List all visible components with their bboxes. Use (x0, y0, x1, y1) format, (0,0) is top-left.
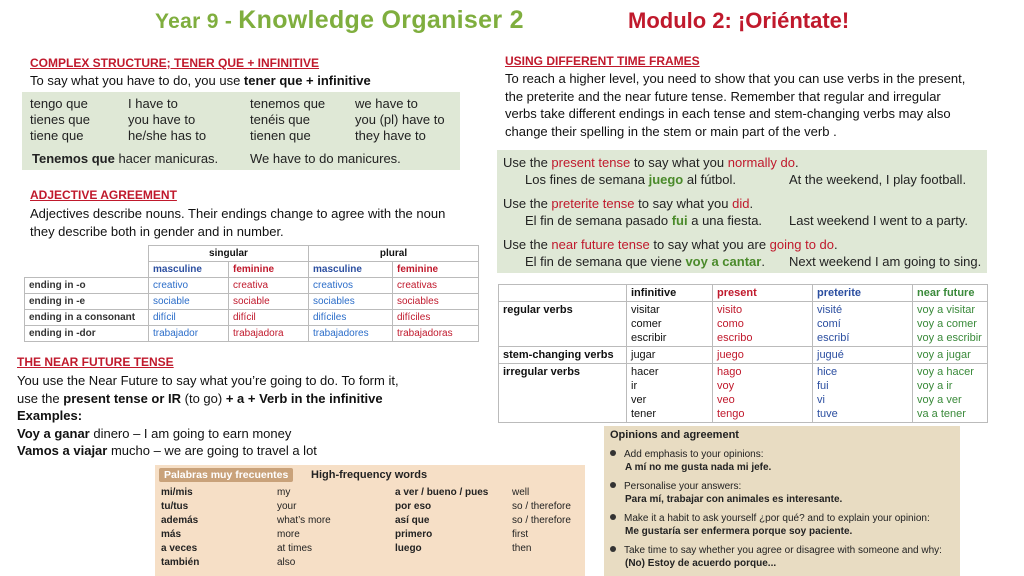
adj-cell: sociables (309, 294, 393, 310)
opinion-example: (No) Estoy de acuerdo porque... (625, 558, 777, 569)
verbs-header: present (713, 285, 813, 302)
adj-cell: sociable (149, 294, 229, 310)
adj-cell: sociable (229, 294, 309, 310)
adj-group-singular: singular (149, 246, 309, 262)
tf-future-rule (503, 237, 838, 252)
hf-meaning: my (277, 487, 291, 498)
tener-cell: tiene que (30, 128, 84, 143)
tf-text: Use the (503, 155, 552, 170)
nf-line2-b: present tense or IR (63, 390, 182, 406)
module-title: Modulo 2: ¡Oriéntate! (628, 8, 850, 33)
adj-col-header: feminine (393, 262, 479, 278)
adj-row-label: ending in a consonant (25, 310, 149, 326)
tf-verb: voy a cantar (685, 254, 762, 269)
verbs-cell: visité comí escribí (813, 302, 913, 347)
tf-verb: fui (671, 213, 688, 228)
verbs-row-label: irregular verbs (499, 364, 627, 423)
adj-cell: creativos (309, 278, 393, 294)
adj-cell: difícil (229, 310, 309, 326)
bullet-icon (610, 450, 616, 456)
opinion-text: Take time to say whether you agree or disagree with someone and why: (624, 545, 942, 556)
verbs-cell: voy a visitar voy a comer voy a escribir (913, 302, 988, 347)
hf-title-es: Palabras muy frecuentes (159, 468, 293, 482)
hf-meaning: well (512, 487, 530, 498)
opinion-example: A mí no me gusta nada mi jefe. (625, 462, 772, 473)
opinion-text: Make it a habit to ask yourself ¿por qué? and to explain your opinion: (624, 513, 930, 524)
hf-header (155, 465, 585, 485)
tf-text: Use the (503, 196, 552, 211)
hf-meaning: first (512, 529, 529, 540)
tf-highlight: present tense (551, 155, 631, 170)
tener-cell: they have to (355, 128, 426, 143)
adj-cell: trabajadora (229, 326, 309, 342)
tener-conjugation-box (22, 92, 460, 170)
tf-highlight: going to do (769, 237, 835, 252)
near-future-line2 (17, 390, 487, 408)
adj-col-header: masculine (149, 262, 229, 278)
tener-cell: tienes que (30, 112, 90, 127)
tf-highlight: normally do (727, 155, 795, 170)
opinion-item (610, 544, 942, 570)
hf-meaning: what’s more (277, 515, 331, 526)
tener-intro (30, 72, 371, 90)
tener-example-rest: hacer manicuras. (114, 151, 219, 166)
tf-text: to say what you are (649, 237, 770, 252)
tener-intro-text: To say what you have to do, you use (30, 73, 244, 88)
hf-word: por eso (395, 501, 432, 512)
verbs-cell: visito como escribo (713, 302, 813, 347)
bullet-icon (610, 546, 616, 552)
time-frames-text: To reach a higher level, you need to show that you can use verbs in the present, the preterite and the near future tense. Remember that regular and irregular verbs take different endings in each tense and stem-changing verbs may also change their spelling in the stem or main part of the verb . (505, 71, 966, 139)
verbs-table (498, 284, 988, 423)
adjective-heading: ADJECTIVE AGREEMENT (30, 188, 177, 202)
adj-col-header: masculine (309, 262, 393, 278)
hf-meaning: so / therefore (512, 515, 571, 526)
hf-title-en: High-frequency words (311, 469, 428, 481)
adjective-table (24, 245, 479, 342)
hf-meaning: your (277, 501, 297, 512)
adj-cell: creativas (393, 278, 479, 294)
tener-intro-bold: tener que + infinitive (243, 73, 371, 88)
adj-cell: difícil (149, 310, 229, 326)
hf-word: así que (395, 515, 430, 526)
tf-text: Use the (503, 237, 552, 252)
adj-cell: difíciles (393, 310, 479, 326)
tf-preterite-rule (503, 196, 753, 211)
adj-group-plural: plural (309, 246, 479, 262)
tf-future-example (525, 254, 765, 269)
near-future-heading: THE NEAR FUTURE TENSE (17, 355, 174, 369)
verbs-cell: juego (713, 347, 813, 364)
bullet-icon (610, 482, 616, 488)
nf-ex2-rest: mucho – we are going to travel a lot (107, 443, 317, 458)
verbs-row-label: regular verbs (499, 302, 627, 347)
adj-cell: creativo (149, 278, 229, 294)
opinion-item (610, 448, 771, 474)
tf-present-example (525, 172, 736, 187)
opinions-title: Opinions and agreement (610, 429, 739, 441)
tener-cell: you have to (128, 112, 196, 127)
verbs-cell: hice fui vi tuve (813, 364, 913, 423)
tener-cell: he/she has to (128, 128, 207, 143)
hf-word: luego (395, 543, 422, 554)
hf-meaning: more (277, 529, 300, 540)
hf-word: también (161, 557, 200, 568)
hf-meaning: then (512, 543, 532, 554)
nf-line2-c: (to go) (181, 390, 226, 406)
verbs-row-label: stem-changing verbs (499, 347, 627, 364)
adj-cell: trabajadores (309, 326, 393, 342)
hf-meaning: so / therefore (512, 501, 571, 512)
verbs-cell: visitar comer escribir (627, 302, 713, 347)
tener-example-bold: Tenemos que (32, 151, 115, 166)
opinion-example: Para mí, trabajar con animales es interesante. (625, 494, 843, 505)
tf-present-en: At the weekend, I play football. (789, 172, 967, 187)
verbs-cell: voy a hacer voy a ir voy a ver va a tener (913, 364, 988, 423)
adj-cell: sociables (393, 294, 479, 310)
verbs-corner (499, 285, 627, 302)
hf-meaning: at times (277, 543, 313, 554)
adj-cell: creativa (229, 278, 309, 294)
nf-line2-a: use the (17, 390, 64, 406)
verbs-header: preterite (813, 285, 913, 302)
tener-cell: you (pl) have to (355, 112, 445, 127)
tener-cell: tenéis que (250, 112, 310, 127)
high-frequency-box (155, 465, 585, 576)
opinion-text: Personalise your answers: (624, 481, 742, 492)
tener-cell: tienen que (250, 128, 311, 143)
opinions-box (604, 426, 960, 576)
hf-word: primero (395, 529, 433, 540)
nf-examples-label: Examples: (17, 408, 83, 423)
tf-text: El fin de semana que viene (525, 254, 686, 269)
tener-cell: I have to (128, 96, 178, 111)
verbs-cell: hago voy veo tengo (713, 364, 813, 423)
page-title (155, 6, 524, 35)
nf-ex2-bold: Vamos a viajar (17, 443, 108, 458)
nf-example-2 (17, 442, 487, 460)
title-year: Year 9 - (155, 10, 239, 33)
tf-present-rule (503, 155, 799, 170)
adj-cell: trabajador (149, 326, 229, 342)
adj-row-label: ending in -dor (25, 326, 149, 342)
adj-cell: difíciles (309, 310, 393, 326)
nf-line2-d: + a + Verb in the infinitive (225, 390, 383, 406)
tf-highlight: preterite tense (551, 196, 635, 211)
adj-row-label: ending in -o (25, 278, 149, 294)
verbs-header: near future (913, 285, 988, 302)
hf-meaning: also (277, 557, 296, 568)
near-future-text (17, 372, 487, 460)
tf-text: to say what you (634, 196, 733, 211)
bullet-icon (610, 514, 616, 520)
tf-text: to say what you (630, 155, 728, 170)
tf-text: El fin de semana pasado (525, 213, 672, 228)
time-frames-box (497, 150, 987, 273)
opinion-item (610, 512, 930, 538)
tf-text: Los fines de semana (525, 172, 649, 187)
adjective-text: Adjectives describe nouns. Their endings change to agree with the noun they describe both in gender and in number. (30, 206, 446, 239)
opinion-example: Me gustaría ser enfermera porque soy paciente. (625, 526, 853, 537)
hf-word: mi/mis (161, 487, 193, 498)
tf-text: . (834, 237, 838, 252)
hf-word: más (161, 529, 182, 540)
nf-example-1 (17, 425, 487, 443)
tener-heading: COMPLEX STRUCTURE; TENER QUE + INFINITIVE (30, 56, 320, 70)
tener-cell: we have to (355, 96, 418, 111)
hf-word: tu/tus (161, 501, 189, 512)
verbs-cell: hacer ir ver tener (627, 364, 713, 423)
adj-blank (25, 246, 149, 262)
hf-word: además (161, 515, 199, 526)
nf-ex1-rest: dinero – I am going to earn money (89, 425, 292, 441)
time-frames-heading: USING DIFFERENT TIME FRAMES (505, 54, 700, 68)
nf-ex1-bold: Voy a ganar (17, 425, 90, 441)
tf-highlight: near future tense (551, 237, 650, 252)
opinion-item (610, 480, 842, 506)
title-organiser: Knowledge Organiser 2 (238, 6, 524, 34)
tf-verb: juego (648, 172, 684, 187)
verbs-cell: voy a jugar (913, 347, 988, 364)
tener-example-en: We have to do manicures. (250, 151, 401, 166)
verbs-cell: jugar (627, 347, 713, 364)
tf-future-en: Next weekend I am going to sing. (789, 254, 982, 269)
adj-row-label: ending in -e (25, 294, 149, 310)
tener-cell: tengo que (30, 96, 88, 111)
tf-preterite-en: Last weekend I went to a party. (789, 213, 968, 228)
adj-col-header: feminine (229, 262, 309, 278)
tf-text: a una fiesta. (687, 213, 763, 228)
tf-text: al fútbol. (683, 172, 737, 187)
hf-word: a ver / bueno / pues (395, 487, 489, 498)
tf-text: . (749, 196, 754, 211)
tener-cell: tenemos que (250, 96, 326, 111)
tener-example (32, 151, 218, 166)
adj-cell: trabajadoras (393, 326, 479, 342)
adj-blank (25, 262, 149, 278)
near-future-line1: You use the Near Future to say what you’re going to do. To form it, (17, 373, 399, 388)
tf-highlight: did (732, 196, 750, 211)
tf-preterite-example (525, 213, 762, 228)
verbs-header: infinitive (627, 285, 713, 302)
hf-word: a veces (161, 543, 198, 554)
tf-text: . (794, 155, 799, 170)
tf-text: . (761, 254, 765, 269)
opinion-text: Add emphasis to your opinions: (624, 449, 764, 460)
verbs-cell: jugué (813, 347, 913, 364)
